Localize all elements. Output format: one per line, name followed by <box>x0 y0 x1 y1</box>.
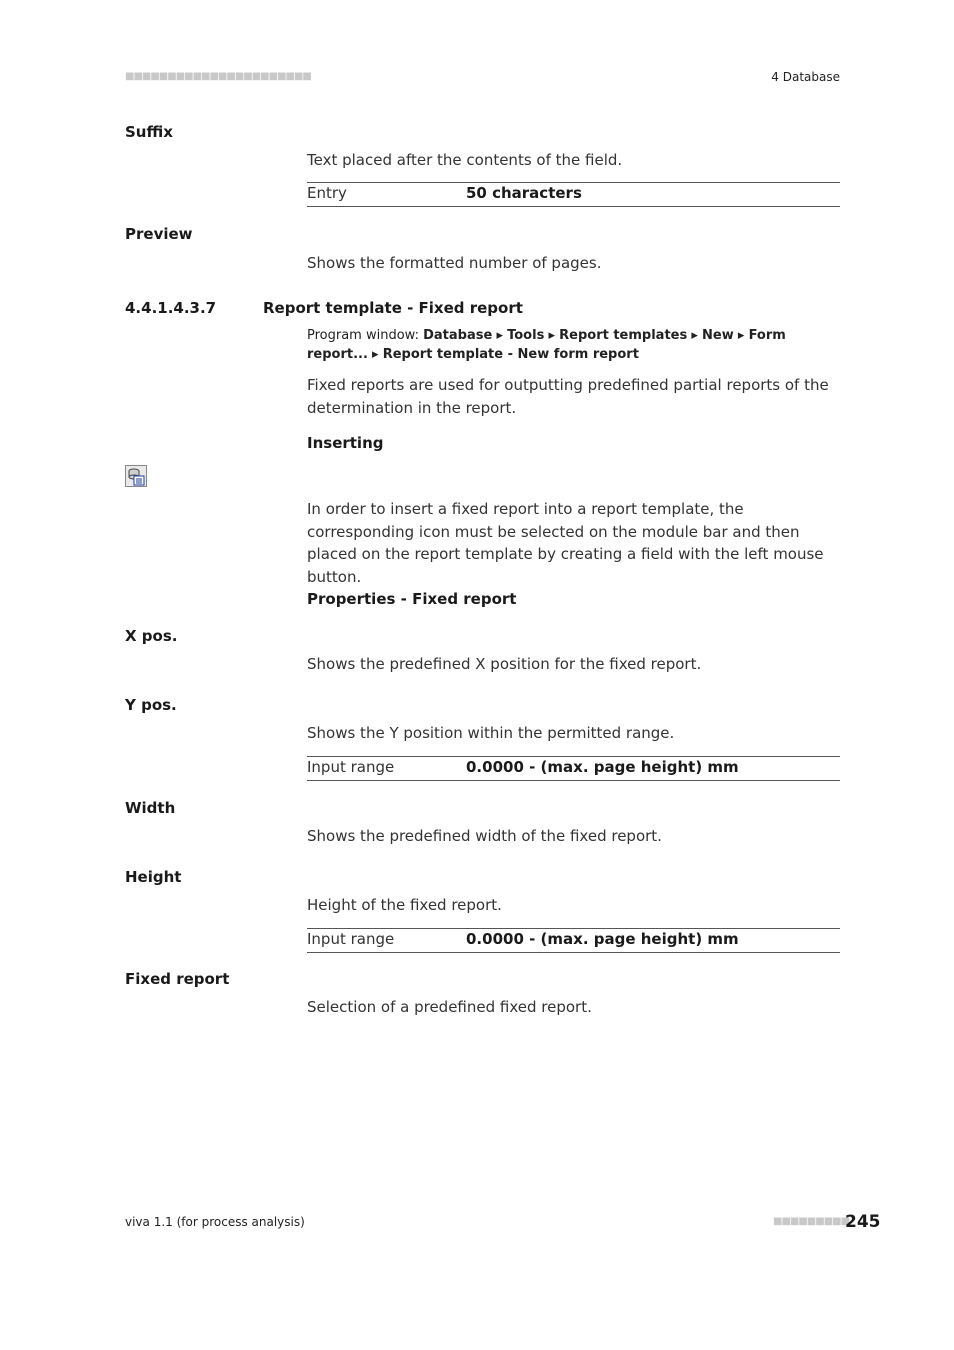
properties-heading: Properties - Fixed report <box>307 590 517 608</box>
ypos-range-table <box>307 756 840 781</box>
width-description: Shows the predefined width of the fixed report. <box>307 827 662 845</box>
path-separator: ▸ <box>548 328 555 343</box>
path-item: Report templates <box>559 328 688 343</box>
xpos-description: Shows the predefined X position for the fixed report. <box>307 655 702 673</box>
fixed-report-term: Fixed report <box>125 970 230 988</box>
path-item: Report template - New form report <box>382 347 639 362</box>
height-term: Height <box>125 868 182 886</box>
section-intro: Fixed reports are used for outputting predefined partial reports of the determination in the report. <box>307 376 829 417</box>
table-value: 0.0000 - (max. page height) mm <box>466 758 739 776</box>
ypos-term: Y pos. <box>125 696 177 714</box>
preview-term: Preview <box>125 225 193 243</box>
menu-path <box>307 326 840 364</box>
preview-description: Shows the formatted number of pages. <box>307 254 602 272</box>
fixed-report-icon <box>125 465 147 487</box>
table-value: 0.0000 - (max. page height) mm <box>466 930 739 948</box>
fixed-report-description: Selection of a predefined fixed report. <box>307 998 592 1016</box>
path-separator: ▸ <box>737 328 745 343</box>
table-key: Entry <box>307 184 347 202</box>
section-number: 4.4.1.4.3.7 <box>125 299 217 317</box>
footer-product: viva 1.1 (for process analysis) <box>125 1215 305 1229</box>
section-title: Report template - Fixed report <box>263 299 523 317</box>
suffix-description: Text placed after the contents of the field. <box>307 151 623 169</box>
path-separator: ▸ <box>372 347 379 362</box>
path-prefix: Program window: <box>307 328 424 343</box>
path-separator: ▸ <box>691 328 698 343</box>
table-value: 50 characters <box>466 184 582 202</box>
xpos-term: X pos. <box>125 627 178 645</box>
height-description: Height of the fixed report. <box>307 896 502 914</box>
path-separator: ▸ <box>496 328 503 343</box>
header-section-title: 4 Database <box>771 70 840 84</box>
suffix-term: Suffix <box>125 123 173 141</box>
suffix-entry-table <box>307 182 840 207</box>
header-decoration: ■■■■■■■■■■■■■■■■■■■■■■ <box>125 71 311 82</box>
inserting-description: In order to insert a fixed report into a report template, the corresponding icon must be selected on the module bar and then placed on the report template by creating a field with the left mouse button. <box>307 500 824 586</box>
path-item: Tools <box>507 328 545 343</box>
path-item: New <box>702 328 734 343</box>
page-number: 245 <box>845 1212 881 1232</box>
inserting-heading: Inserting <box>307 434 384 452</box>
ypos-description: Shows the Y position within the permitted range. <box>307 724 675 742</box>
table-key: Input range <box>307 930 395 948</box>
height-range-table <box>307 928 840 953</box>
width-term: Width <box>125 799 176 817</box>
table-key: Input range <box>307 758 395 776</box>
footer-decoration: ■■■■■■■■■ <box>773 1216 850 1227</box>
path-item: Database <box>423 328 493 343</box>
path-item: Form report... <box>307 328 786 362</box>
